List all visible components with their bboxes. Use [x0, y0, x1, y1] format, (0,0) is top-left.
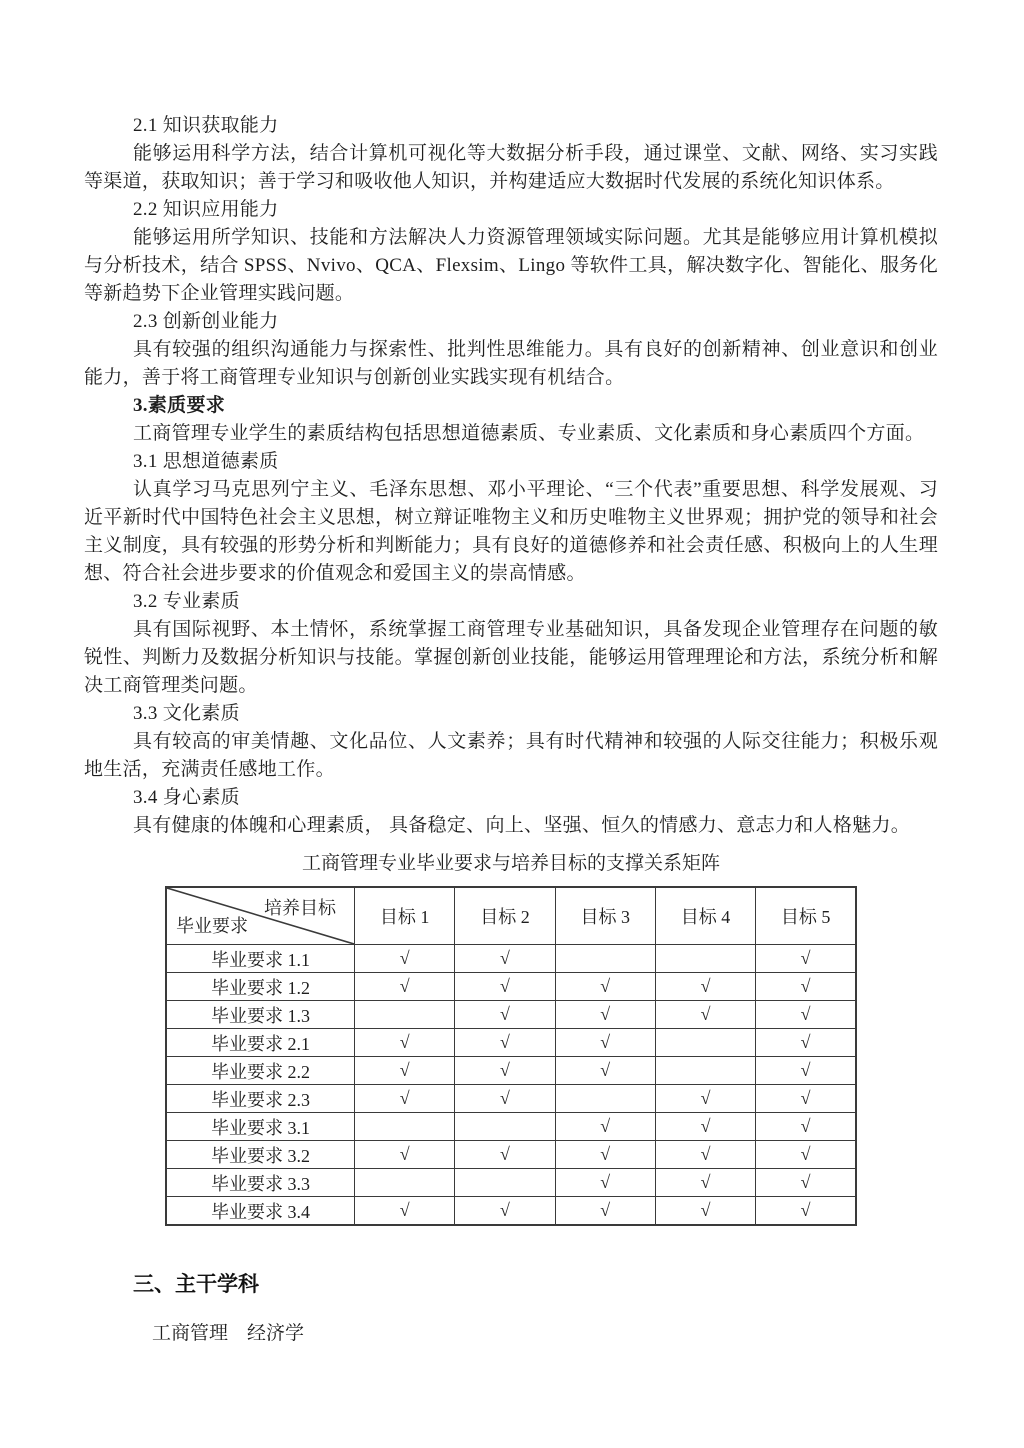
empty-cell: [655, 945, 755, 973]
column-header-goal-3: 目标 3: [555, 887, 655, 945]
table-row: [166, 1085, 856, 1113]
table-row: [166, 1197, 856, 1226]
row-label: 毕业要求 3.4: [166, 1197, 355, 1226]
section-body-3-1: 认真学习马克思列宁主义、毛泽东思想、邓小平理论、“三个代表”重要思想、科学发展观、习近平新时代中国特色社会主义思想，树立辩证唯物主义和历史唯物主义世界观；拥护党的领导和社会主义制度，具有较强的形势分析和判断能力；具有良好的道德修养和社会责任感、积极向上的人生理想、符合社会进步要求的价值观念和爱国主义的崇高情感。: [84, 479, 938, 584]
check-mark-cell: √: [756, 1085, 856, 1113]
corner-label-requirements: 毕业要求: [176, 916, 248, 936]
check-mark-cell: √: [756, 1113, 856, 1141]
check-mark-cell: √: [455, 1197, 555, 1226]
check-mark-cell: √: [355, 973, 455, 1001]
row-label: 毕业要求 3.3: [166, 1169, 355, 1197]
section-heading-2-2: 2.2 知识应用能力: [133, 199, 279, 220]
section-body-2-2: 能够运用所学知识、技能和方法解决人力资源管理领域实际问题。尤其是能够应用计算机模拟与分析技术，结合 SPSS、Nvivo、QCA、Flexsim、Lingo 等软件工具，解决数字化、智能化、服务化等新趋势下企业管理实践问题。: [84, 227, 938, 304]
row-label: 毕业要求 1.1: [166, 945, 355, 973]
check-mark-cell: √: [756, 1141, 856, 1169]
empty-cell: [455, 1169, 555, 1197]
section-body-2-3: 具有较强的组织沟通能力与探索性、批判性思维能力。具有良好的创新精神、创业意识和创业能力，善于将工商管理专业知识与创新创业实践实现有机结合。: [84, 339, 938, 388]
check-mark-cell: √: [756, 973, 856, 1001]
column-header-goal-5: 目标 5: [756, 887, 856, 945]
section-body-3: 工商管理专业学生的素质结构包括思想道德素质、专业素质、文化素质和身心素质四个方面。: [133, 423, 925, 444]
check-mark-cell: √: [355, 1057, 455, 1085]
check-mark-cell: √: [655, 1085, 755, 1113]
row-label: 毕业要求 2.2: [166, 1057, 355, 1085]
empty-cell: [355, 1169, 455, 1197]
main-subjects: 工商管理 经济学: [152, 1323, 305, 1344]
row-label: 毕业要求 2.3: [166, 1085, 355, 1113]
matrix-title: 工商管理专业毕业要求与培养目标的支撑关系矩阵: [301, 853, 720, 874]
empty-cell: [355, 1113, 455, 1141]
table-row: [166, 1113, 856, 1141]
empty-cell: [555, 945, 655, 973]
check-mark-cell: √: [756, 1057, 856, 1085]
table-row: [166, 973, 856, 1001]
check-mark-cell: √: [455, 1085, 555, 1113]
section-body-3-3: 具有较高的审美情趣、文化品位、人文素养；具有时代精神和较强的人际交往能力；积极乐观地生活，充满责任感地工作。: [84, 731, 938, 780]
check-mark-cell: √: [455, 1141, 555, 1169]
column-header-goal-1: 目标 1: [355, 887, 455, 945]
check-mark-cell: √: [756, 1169, 856, 1197]
row-label: 毕业要求 3.1: [166, 1113, 355, 1141]
table-row: [166, 1169, 856, 1197]
check-mark-cell: √: [555, 973, 655, 1001]
empty-cell: [555, 1085, 655, 1113]
check-mark-cell: √: [756, 945, 856, 973]
corner-label-objectives: 培养目标: [264, 898, 337, 918]
check-mark-cell: √: [555, 1197, 655, 1226]
check-mark-cell: √: [555, 1001, 655, 1029]
check-mark-cell: √: [355, 1141, 455, 1169]
empty-cell: [455, 1113, 555, 1141]
check-mark-cell: √: [455, 973, 555, 1001]
section-heading-2-3: 2.3 创新创业能力: [133, 311, 279, 332]
check-mark-cell: √: [455, 1001, 555, 1029]
check-mark-cell: √: [655, 973, 755, 1001]
matrix-header-row: [166, 887, 856, 945]
check-mark-cell: √: [355, 1085, 455, 1113]
table-row: [166, 1141, 856, 1169]
section-heading-2-1: 2.1 知识获取能力: [133, 115, 279, 136]
check-mark-cell: √: [756, 1001, 856, 1029]
main-subjects-heading: 三、主干学科: [133, 1273, 259, 1296]
check-mark-cell: √: [655, 1169, 755, 1197]
check-mark-cell: √: [355, 945, 455, 973]
check-mark-cell: √: [655, 1141, 755, 1169]
empty-cell: [655, 1029, 755, 1057]
row-label: 毕业要求 2.1: [166, 1029, 355, 1057]
check-mark-cell: √: [555, 1029, 655, 1057]
row-label: 毕业要求 1.3: [166, 1001, 355, 1029]
section-heading-3-2: 3.2 专业素质: [133, 591, 240, 612]
section-heading-3-1: 3.1 思想道德素质: [133, 451, 279, 472]
section-body-3-4: 具有健康的体魄和心理素质， 具备稳定、向上、坚强、恒久的情感力、意志力和人格魅力。: [133, 815, 911, 836]
matrix-corner-cell: [166, 887, 355, 945]
check-mark-cell: √: [355, 1197, 455, 1226]
column-header-goal-2: 目标 2: [455, 887, 555, 945]
check-mark-cell: √: [455, 945, 555, 973]
check-mark-cell: √: [756, 1029, 856, 1057]
section-heading-3: 3.素质要求: [133, 395, 226, 416]
matrix-body: [166, 945, 856, 1226]
row-label: 毕业要求 1.2: [166, 973, 355, 1001]
check-mark-cell: √: [355, 1029, 455, 1057]
table-row: [166, 1057, 856, 1085]
empty-cell: [655, 1057, 755, 1085]
empty-cell: [355, 1001, 455, 1029]
row-label: 毕业要求 3.2: [166, 1141, 355, 1169]
section-heading-3-4: 3.4 身心素质: [133, 787, 240, 808]
check-mark-cell: √: [756, 1197, 856, 1226]
table-row: [166, 1029, 856, 1057]
section-heading-3-3: 3.3 文化素质: [133, 703, 240, 724]
table-row: [166, 1001, 856, 1029]
table-row: [166, 945, 856, 973]
check-mark-cell: √: [655, 1197, 755, 1226]
check-mark-cell: √: [555, 1141, 655, 1169]
check-mark-cell: √: [655, 1113, 755, 1141]
check-mark-cell: √: [555, 1113, 655, 1141]
check-mark-cell: √: [655, 1001, 755, 1029]
check-mark-cell: √: [455, 1029, 555, 1057]
support-matrix-table: [165, 886, 857, 1226]
check-mark-cell: √: [555, 1057, 655, 1085]
section-body-3-2: 具有国际视野、本土情怀，系统掌握工商管理专业基础知识，具备发现企业管理存在问题的敏锐性、判断力及数据分析知识与技能。掌握创新创业技能，能够运用管理理论和方法，系统分析和解决工商管理类问题。: [84, 619, 938, 696]
section-body-2-1: 能够运用科学方法，结合计算机可视化等大数据分析手段，通过课堂、文献、网络、实习实践等渠道，获取知识；善于学习和吸收他人知识，并构建适应大数据时代发展的系统化知识体系。: [84, 143, 938, 192]
column-header-goal-4: 目标 4: [655, 887, 755, 945]
check-mark-cell: √: [555, 1169, 655, 1197]
check-mark-cell: √: [455, 1057, 555, 1085]
